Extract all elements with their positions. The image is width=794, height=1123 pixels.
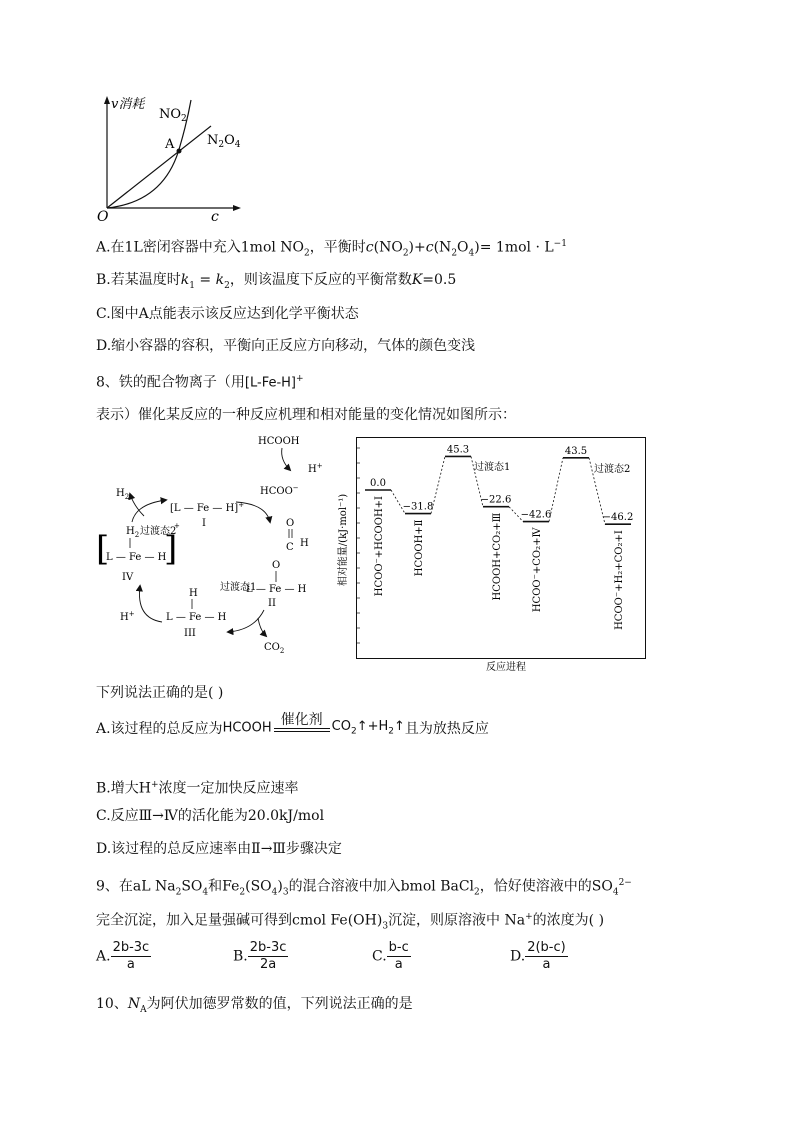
q9-option-b[interactable]: B. $\frac{2b-3c}{2a}$ xyxy=(233,940,287,972)
energy-species-0: HCOO⁻+HCOOH+Ⅰ xyxy=(374,496,385,597)
q8-question: 下列说法正确的是( ) xyxy=(96,685,224,701)
cycle-label-IV: IV xyxy=(122,572,134,583)
origin-label: O xyxy=(97,209,109,224)
q7-option-c: C.图中A点能表示该反应达到化学平衡状态 xyxy=(96,306,359,322)
cycle-hcoo-minus: HCOO− xyxy=(260,484,299,497)
arrow-hcooh xyxy=(282,448,290,470)
cycle-label-II: II xyxy=(268,598,276,609)
catalytic-cycle-diagram xyxy=(96,430,346,660)
energy-x-axis-label: 反应进程 xyxy=(486,662,526,673)
q7-option-b: B.若某温度时$k_1 = k_2$，则该温度下反应的平衡常数K=0.5 xyxy=(96,272,457,291)
cycle-label-III: III xyxy=(184,628,196,639)
q8-stem-line1: 8、铁的配合物离子（用[L-Fe-H]+ xyxy=(96,374,304,391)
n2o4-label: $N_2O_4$ xyxy=(207,133,241,150)
cycle-l-fe-h-IV: L — Fe — H xyxy=(106,552,167,563)
arrow-co2 xyxy=(258,618,266,636)
energy-value-0: 0.0 xyxy=(370,478,386,489)
x-axis-arrow xyxy=(233,205,241,211)
q9-stem-line2: 完全沉淀，加入足量强碱可得到cmol $Fe(OH)_3$沉淀，则原溶液中 Na+的浓度为( ) xyxy=(96,912,605,932)
cycle-iv-h2: $H_2$ xyxy=(126,526,140,539)
q8-stem-line2: 表示）催化某反应的一种反应机理和相对能量的变化情况如图所示： xyxy=(96,407,516,423)
q8-option-a: A.该过程的总反应为HCOOH 催化剂 $CO_2↑+H_2↑$且为放热反应 xyxy=(96,712,489,744)
q10-stem: 10、$N_A$为阿伏加德罗常数的值，下列说法正确的是 xyxy=(96,996,413,1015)
y-axis-label: v消耗 xyxy=(111,97,145,112)
q8-option-b: B.增大H+浓度一定加快反应速率 xyxy=(96,780,299,797)
cycle-label-I: I xyxy=(202,518,206,529)
y-axis-arrow xyxy=(104,96,110,104)
cycle-l-fe-h-II: L — Fe — H xyxy=(246,584,307,595)
arrow-III-to-IV xyxy=(139,586,162,622)
point-a xyxy=(177,149,182,154)
q9-option-d[interactable]: D. $\frac{2(b-c)}{a}$ xyxy=(510,940,566,972)
q9-option-a[interactable]: A. $\frac{2b-3c}{a}$ xyxy=(96,940,150,972)
q7-option-d: D.缩小容器的容积，平衡向正反应方向移动，气体的颜色变浅 xyxy=(96,338,476,354)
cycle-o-bottom: O xyxy=(272,560,281,571)
energy-connector-1 xyxy=(431,456,445,513)
cycle-h-plus-bottom: H+ xyxy=(120,610,135,623)
energy-species-6: HCOO⁻+H₂+CO₂+Ⅰ xyxy=(614,530,625,630)
cycle-iii-h: H xyxy=(189,588,198,599)
q8-option-d: D.该过程的总反应速率由Ⅱ→Ⅲ步骤决定 xyxy=(96,841,342,857)
energy-species-3: HCOOH+CO₂+Ⅲ xyxy=(492,512,503,601)
cycle-center-I: [L — Fe — H]+ xyxy=(170,501,245,514)
n2o4-line xyxy=(107,126,211,208)
cycle-h-plus-top: H+ xyxy=(308,462,323,475)
cycle-o-top: O xyxy=(286,518,295,529)
arrow-IV-to-I xyxy=(132,500,166,522)
cycle-l-fe-h-III: L — Fe — H xyxy=(166,612,227,623)
energy-value-1: −31.8 xyxy=(402,501,434,513)
cycle-iv-bracket-l: [ xyxy=(96,529,110,569)
rate-graph xyxy=(95,94,255,224)
point-a-label: A xyxy=(165,137,175,152)
energy-y-axis-label: 相对能量/(kJ·mol⁻¹) xyxy=(338,493,349,587)
ts2-label: 过渡态2 xyxy=(594,464,631,475)
q9-option-c[interactable]: C. $\frac{b-c}{a}$ xyxy=(372,940,409,972)
energy-value-3: −22.6 xyxy=(480,494,512,506)
energy-value-4: −42.6 xyxy=(520,509,552,521)
q8-option-c: C.反应Ⅲ→Ⅳ的活化能为20.0kJ/mol xyxy=(96,808,325,824)
q7-option-a: A.在1L密闭容器中充入1mol $NO_2$，平衡时$c(NO_2)+c(N_2O_4)= 1mol \cdot L^{-1}$ xyxy=(96,239,567,259)
cycle-ts2: 过渡态2 xyxy=(140,526,177,537)
cycle-hcooh: HCOOH xyxy=(258,436,300,447)
ts1-label: 过渡态1 xyxy=(474,462,511,473)
q9-stem-line1: 9、在aL $Na_2SO_4$和$Fe_2(SO_4)_3$的混合溶液中加入bmol BaCl$_2$，恰好使溶液中的$SO_4^{2-}$ xyxy=(96,878,632,898)
energy-profile-chart xyxy=(336,430,656,675)
cycle-h-atom: H xyxy=(300,538,309,549)
energy-connector-4 xyxy=(549,458,563,522)
cycle-co2: $CO_2$ xyxy=(264,642,285,655)
cycle-ts1: 过渡态1 xyxy=(220,582,257,593)
q9-options xyxy=(96,940,656,984)
energy-value-2: 45.3 xyxy=(446,444,470,456)
catalyst-arrow: 催化剂 xyxy=(274,712,330,744)
x-axis-label: c xyxy=(211,209,219,224)
cycle-iv-bracket-r: ] xyxy=(164,529,178,569)
energy-species-4: HCOO⁻+CO₂+Ⅳ xyxy=(532,527,543,613)
energy-value-5: 43.5 xyxy=(564,445,588,457)
no2-label: $NO_2$ xyxy=(159,107,187,124)
cycle-iv-charge: + xyxy=(174,522,180,530)
cycle-c-atom: C xyxy=(286,542,294,553)
cycle-h2: $H_2$ xyxy=(116,488,130,501)
energy-value-6: −46.2 xyxy=(602,512,634,524)
energy-species-1: HCOOH+Ⅱ xyxy=(414,519,425,577)
